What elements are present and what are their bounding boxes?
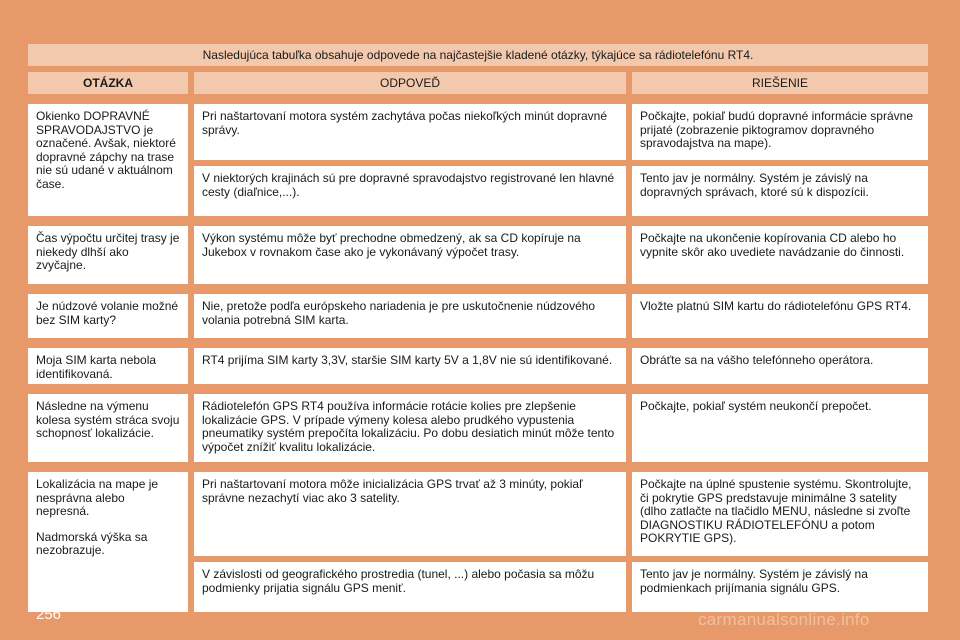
header-answer: ODPOVEĎ [194, 72, 626, 94]
question-cell: Moja SIM karta nebola identifikovaná. [28, 348, 188, 384]
question-text: Lokalizácia na mape je nesprávna alebo nepresná. [36, 477, 159, 518]
table-header [28, 72, 928, 94]
header-solution: RIEŠENIE [632, 72, 928, 94]
table-row [28, 348, 928, 384]
question-text-secondary: Nadmorská výška sa nezobrazuje. [36, 529, 148, 557]
question-cell: Čas výpočtu určitej trasy je niekedy dlhší ako zvyčajne. [28, 226, 188, 284]
solution-cell: Vložte platnú SIM kartu do rádiotelefónu GPS RT4. [632, 294, 928, 338]
answer-cell: V niektorých krajinách sú pre dopravné spravodajstvo registrované len hlavné cesty (diaľnice,...). [194, 166, 626, 216]
solution-cell: Počkajte na úplné spustenie systému. Skontrolujte, či pokrytie GPS predstavuje minimálne 3 satelity (dlho zatlačte na tlačidlo MENU, následne si zvoľte DIAGNOSTIKU RÁDIOTELEFÓNU a potom POKRYTIE GPS). [632, 472, 928, 556]
table-row [28, 294, 928, 338]
page-number: 256 [36, 606, 62, 623]
answer-cell: Nie, pretože podľa európskeho nariadenia je pre uskutočnenie núdzového volania potrebná SIM karta. [194, 294, 626, 338]
solution-cell: Počkajte na ukončenie kopírovania CD alebo ho vypnite skôr ako uvediete navádzanie do činnosti. [632, 226, 928, 284]
answer-cell: Pri naštartovaní motora môže inicializácia GPS trvať až 3 minúty, pokiaľ správne nezachytí viac ako 3 satelity. [194, 472, 626, 556]
answer-cell: RT4 prijíma SIM karty 3,3V, staršie SIM karty 5V a 1,8V nie sú identifikované. [194, 348, 626, 384]
table-row [28, 394, 928, 462]
answer-cell: Výkon systému môže byť prechodne obmedzený, ak sa CD kopíruje na Jukebox v rovnakom čase ako je vykonávaný výpočet trasy. [194, 226, 626, 284]
solution-cell: Počkajte, pokiaľ budú dopravné informácie správne prijaté (zobrazenie piktogramov dopravného spravodajstva na mape). [632, 104, 928, 160]
faq-page [28, 44, 928, 612]
question-cell: Následne na výmenu kolesa systém stráca svoju schopnosť lokalizácie. [28, 394, 188, 462]
solution-cell: Počkajte, pokiaľ systém neukončí prepočet. [632, 394, 928, 462]
table-row [28, 226, 928, 284]
answer-cell: Pri naštartovaní motora systém zachytáva počas niekoľkých minút dopravné správy. [194, 104, 626, 160]
question-cell [28, 104, 188, 216]
answer-cell: Rádiotelefón GPS RT4 používa informácie rotácie kolies pre zlepšenie lokalizácie GPS. V prípade výmeny kolesa alebo prudkého vypustenia pneumatiky systém prepočíta lokalizáciu. Po dobu desiatich minút môže tento výpočet znížiť kvalitu lokalizácie. [194, 394, 626, 462]
question-cell: Je núdzové volanie možné bez SIM karty? [28, 294, 188, 338]
table-row [28, 104, 928, 216]
header-question: OTÁZKA [28, 72, 188, 94]
question-text: Okienko DOPRAVNÉ SPRAVODAJSTVO je označené. Avšak, niektoré dopravné zápchy na trase nie sú udané v aktuálnom čase. [36, 109, 176, 191]
table-row [28, 472, 928, 612]
solution-cell: Obráťte sa na vášho telefónneho operátora. [632, 348, 928, 384]
solution-cell: Tento jav je normálny. Systém je závislý na podmienkach prijímania signálu GPS. [632, 562, 928, 612]
watermark: carmanualsonline.info [698, 610, 870, 629]
solution-cell: Tento jav je normálny. Systém je závislý na dopravných správach, ktoré sú k dispozícii. [632, 166, 928, 216]
intro-text: Nasledujúca tabuľka obsahuje odpovede na najčastejšie kladené otázky, týkajúce sa rádiotelefónu RT4. [28, 44, 928, 66]
answer-cell: V závislosti od geografického prostredia (tunel, ...) alebo počasia sa môžu podmienky prijatia signálu GPS meniť. [194, 562, 626, 612]
question-cell [28, 472, 188, 612]
